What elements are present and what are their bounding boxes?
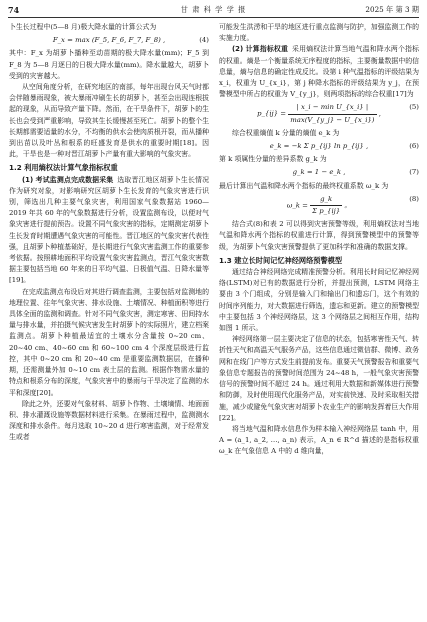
numerator: g_k xyxy=(310,194,342,206)
numerator: | x_i − min U_{x_i} | xyxy=(288,102,376,114)
subsection-lead: (1) 考试监测点完成数据采集 xyxy=(22,175,114,184)
equation-expression: e_k = −k Σ p_{ij} ln p_{ij} , xyxy=(269,142,369,151)
paragraph xyxy=(9,175,209,287)
equation-number: (7) xyxy=(409,168,419,177)
equation-expression: F_x = max (F_5, F_6, F_7, F_8) , xyxy=(52,36,166,45)
equation-4 xyxy=(9,35,209,46)
equation-tail: , xyxy=(378,110,381,119)
equation-number: (8) xyxy=(409,194,419,203)
paragraph: 除此之外，还要对气象材料、胡萝卜作物、土壤墒情、地面面积、排水灌溉设施等数据材料进行采集。在暴雨过程中，监测测水深度和排水条件。每月选取 10~20 d 进行寒害监测，对于经常发生或者 xyxy=(9,399,209,442)
left-column xyxy=(9,22,209,444)
equation-number: (5) xyxy=(409,103,419,112)
paragraph xyxy=(219,44,419,100)
header-rule xyxy=(8,17,419,18)
page-header xyxy=(8,4,419,18)
paragraph: 结合式(8)和表 2 可以得到灾害预警等级，利用熵权法对当地气温和降水两个指标的权重进行计算，得到预警模型中的预警等级，为胡萝卜气象灾害预警提供了更加科学和准确的数据支撑。 xyxy=(219,220,419,251)
paragraph: 通过结合神经网络完成精准预警分析。利用长时间记忆神经网络(LSTM)对已有的数据进行分析，并提出预测，LSTM 网络主要由 3 个门组成，分别是输入门和输出门和遗忘门，这个有效的时间序列能力，对大数据进行筛选，遗忘和更新。建立的预警模型中主要包括 3 个神经网络层，这 3 个网络层之间相互作用，结构如图 1 所示。 xyxy=(219,268,419,333)
paragraph: 可能发生洪涝和干旱的地区进行重点监测与防护，加强监测工作的实施力度。 xyxy=(219,23,419,43)
paragraph-text: 采用熵权法计算当地气温和降水两个指标的权重。熵是一个衡量系统无序程度的指标，主要衡量数据中的信息量，熵与信息的确定性成反比。设第 i 种气温指标的评级结果为 x_i，权重为 U_{x_i}，第 j 种降水指标的评级结果为 y_j，在预警模型中所占的权重为 V_{y_j}，则两项指标的综合权重[17]为 xyxy=(219,45,419,99)
paragraph: 将当地气温和降水信息作为样本输入神经网络层 tanh 中，用 A = (a_1, a_2, …, a_n) 表示，A_n ∈ R^d 描述的是指标权重 ω_k 在气象信息 A 中的 d 维向量， xyxy=(219,424,419,456)
paragraph: 综合权重熵值 k 分量的熵值 e_k 为 xyxy=(232,128,340,137)
equation-6 xyxy=(219,141,419,152)
subsection-lead: (2) 计算指标权重 xyxy=(232,45,289,54)
equation-number: (6) xyxy=(409,142,419,151)
equation-lhs: ω_k = xyxy=(286,201,308,210)
paragraph-text: 选取晋江地区胡萝卜生长情况作为研究对象，对影响研究区胡萝卜生长发育的气象灾害进行识别，筛选出几种主要气象灾害，利用国家气象数据站 1960—2019 年共 60 年的气象数据进行分析，设置监测布设，以便对气象灾害进行提前预告。设置不同气象灾害的指标，定期测定胡萝卜生长发育时期遭遇气象灾害的可能性。晋江地区的气象灾害代表性强，且胡萝卜种植基础好，是长期进行气象灾害监测工作的重要参考依据。按照耕地面积平均设置气象灾害监测点，晋江气象灾害数据主要包括当地 60 年来的日平均气温、日极值气温、日降水量等[19]。 xyxy=(9,175,209,285)
equation-expression: g_k = 1 − e_k , xyxy=(292,168,346,177)
section-heading: 1.2 利用熵权法计算气象指标权重 xyxy=(9,163,118,173)
paragraph: 神经网络第一层主要决定了信息的状态，包括寒害性天气、转折性天气和高温天气服务产品，这些信息通过微信群、微博、政务网和在线门户等方式发生前提前发布。重要天气预警报告和重要气象信息专题报告的预警时间范围为 24~48 h，一般气象灾害预警信号的预警时间不超过 24 h。通过利用大数据和新媒体进行预警和防御，及时使用现代化服务产品，对实前快速、及时采取相关措施，减少或避免气象灾害对胡萝卜农业生产的影响发挥着巨大作用[22]。 xyxy=(219,335,419,422)
denominator: Σ p_{ij} xyxy=(312,207,341,216)
paragraph: 在完成监测点布设后对其进行调查监测，主要包括对监测地的地理位置、往年气象灾害、排水设施、土壤情况、种植面积等进行具体全面的监测和调查。针对不同气象灾害，测定寒害、田间持水量与排水量，并拍摄气候灾害发生时胡萝卜的实际照片，建立档案监测点。胡萝卜种植最适宜的土壤水分含量按 0~20 cm、20~40 cm、40~60 cm 和 60~100 cm 4 个深度层级进行监控，其中 0~20 cm 和 20~40 cm 是重要监测数据层，在播种期，还需测量外加 0~10 cm 表土层的监测。根据作物需水量的特点和根系分布的深度，气象灾害中的暴雨与干旱决定了监测的水平和深度[20]。 xyxy=(9,287,209,397)
paragraph: 从空间角度分析，在研究地区的南部，每年出现台风天气时都会伴随暴雨现象，被大暴雨冲刷生长的胡萝卜，甚至会出现连根拔起的现象，从而导致产量下降。然而，在干旱条件下，胡萝卜的生长也会受到严重影响，导致其生长缓慢甚至死亡。胡萝卜的整个生长期都需要适量的水分，不均衡的供水会使肉质根开裂，而从播种到出苗以及叶丛和根系的旺盛发育是供水的重要时期[18]。因此，干旱也是一种对晋江胡萝卜产量有重大影响的气象灾害。 xyxy=(9,83,209,159)
paragraph: 卜生长过程中(5—8 月)极大降水量的计算公式为 xyxy=(9,23,157,31)
equation-7 xyxy=(219,167,419,178)
journal-title: 甘 肃 科 学 学 报 xyxy=(180,5,247,14)
equation-5 xyxy=(219,102,419,125)
right-column xyxy=(219,22,419,458)
page-number: 74 xyxy=(8,5,20,15)
denominator: max(V_{y_j} − U_{x_i}) xyxy=(290,115,375,124)
paragraph: 最后计算出气温和降水两个指标的最终权重系数 ω_k 为 xyxy=(219,181,389,190)
equation-tail: 。 xyxy=(344,201,352,210)
equation-lhs: p_{ij} = xyxy=(257,110,287,119)
equation-number: (4) xyxy=(199,36,209,45)
section-heading: 1.3 建立长时间记忆神经网络预警模型 xyxy=(219,255,343,265)
paragraph: 第 k 项属性分量的差异系数 g_k 为 xyxy=(219,155,327,164)
fraction xyxy=(310,194,342,217)
issue-info: 2025 年 第 3 期 xyxy=(365,5,419,14)
fraction xyxy=(288,102,376,125)
equation-8 xyxy=(219,194,419,217)
paragraph: 其中：F_x 为胡萝卜播种至动苗期的极大降水量(mm)；F_5 到 F_8 为 5—8 月逐日的日极大降水量(mm)。降水量越大，胡萝卜受到的灾害越大。 xyxy=(9,49,209,80)
